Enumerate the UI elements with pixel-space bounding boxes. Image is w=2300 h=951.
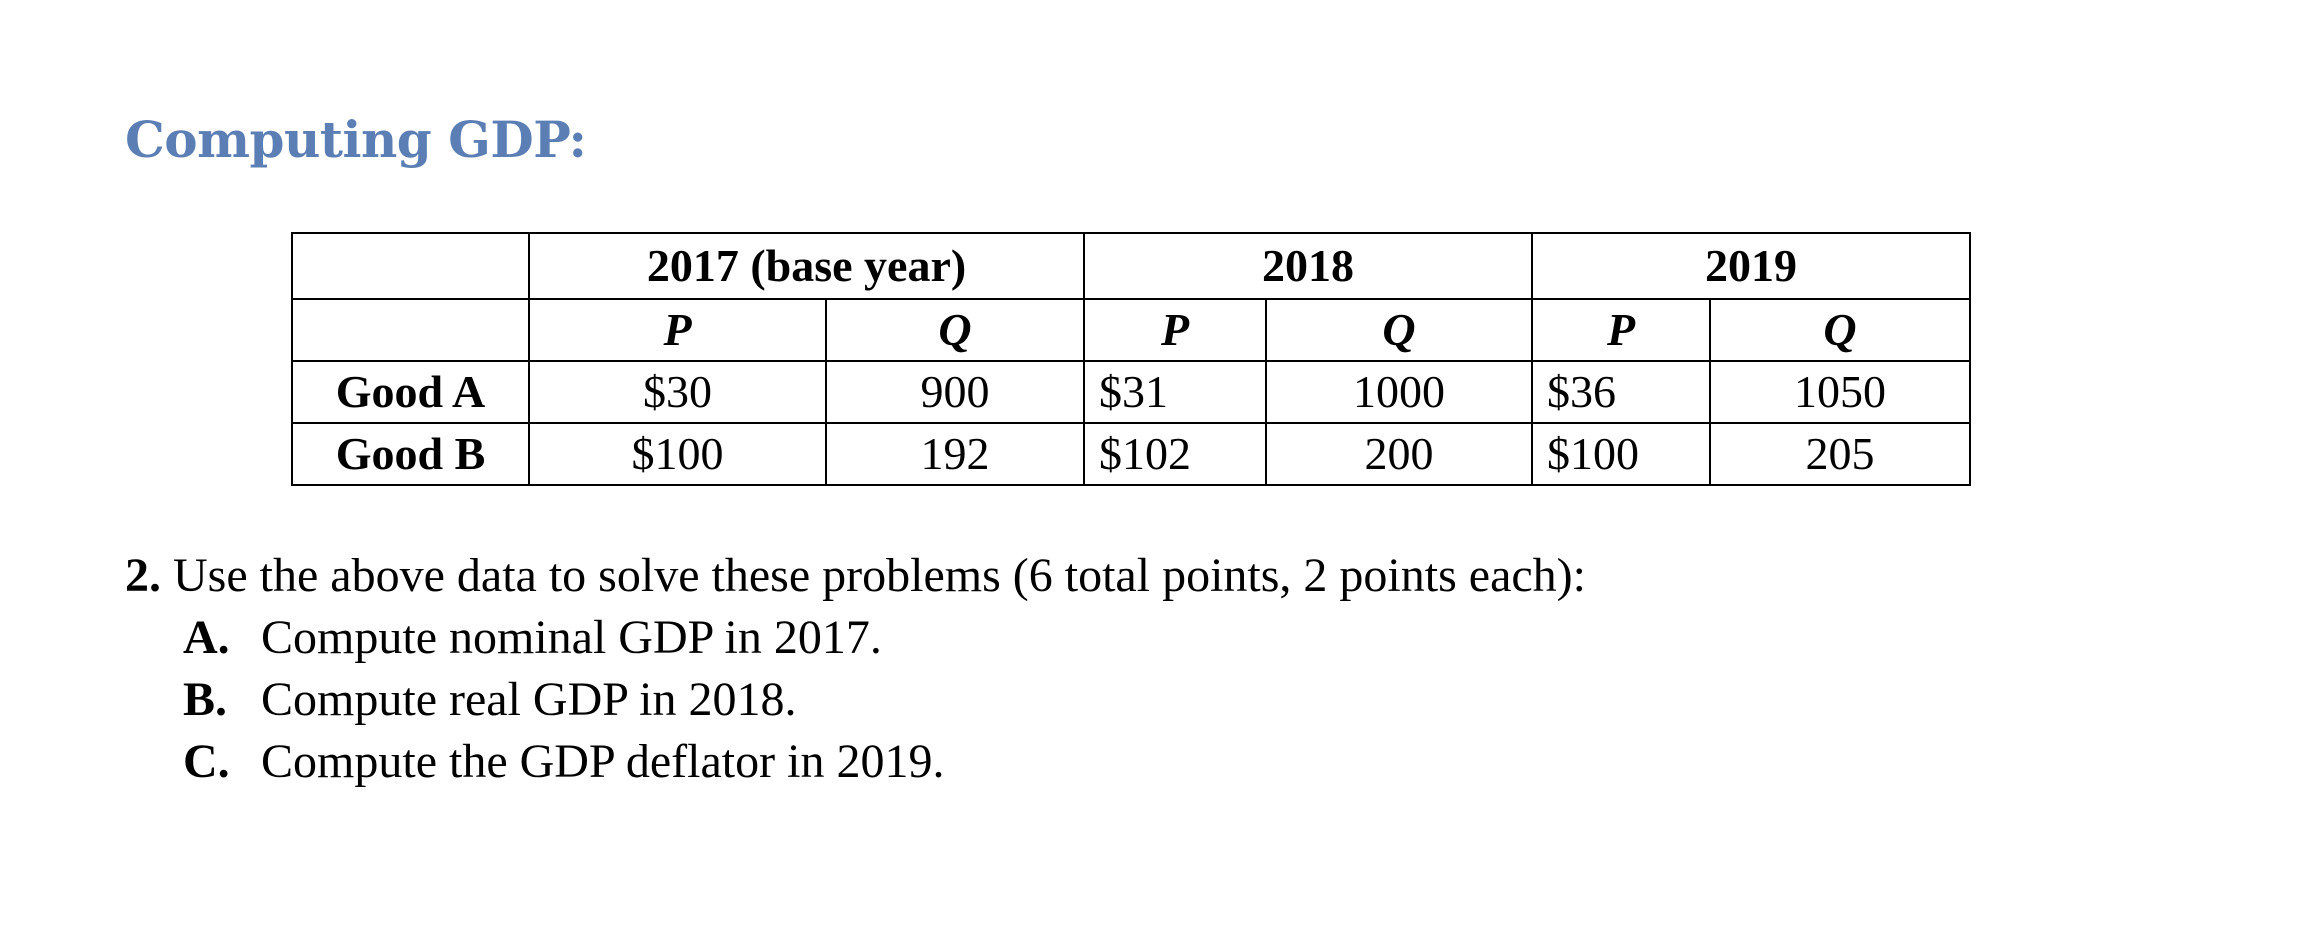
list-item	[183, 607, 1586, 669]
quantity-cell: 192	[826, 423, 1084, 485]
table-corner-cell	[292, 233, 529, 299]
quantity-header: Q	[1266, 299, 1532, 361]
price-header: P	[529, 299, 826, 361]
price-cell: $102	[1084, 423, 1266, 485]
item-text: Compute real GDP in 2018.	[261, 673, 797, 726]
list-item	[183, 731, 1586, 793]
year-header: 2019	[1532, 233, 1970, 299]
table-header-years-row	[292, 233, 1970, 299]
price-cell: $31	[1084, 361, 1266, 423]
gdp-data-table	[291, 232, 1971, 486]
question-text: Use the above data to solve these problems (6 total points, 2 points each):	[173, 549, 1586, 602]
price-cell: $36	[1532, 361, 1710, 423]
item-text: Compute nominal GDP in 2017.	[261, 611, 882, 664]
good-label: Good A	[292, 361, 529, 423]
item-letter: A.	[183, 611, 230, 664]
quantity-cell: 205	[1710, 423, 1970, 485]
question-number: 2.	[125, 549, 161, 602]
price-header: P	[1532, 299, 1710, 361]
item-letter: B.	[183, 673, 228, 726]
item-text: Compute the GDP deflator in 2019.	[261, 735, 945, 788]
question-stem	[125, 545, 1586, 607]
question-block	[125, 545, 1586, 793]
quantity-cell: 900	[826, 361, 1084, 423]
item-letter: C.	[183, 735, 230, 788]
question-sub-items	[125, 607, 1586, 793]
year-header: 2018	[1084, 233, 1532, 299]
table-row	[292, 361, 1970, 423]
price-cell: $100	[1532, 423, 1710, 485]
good-label: Good B	[292, 423, 529, 485]
quantity-cell: 200	[1266, 423, 1532, 485]
table-row	[292, 423, 1970, 485]
quantity-header: Q	[1710, 299, 1970, 361]
year-header: 2017 (base year)	[529, 233, 1084, 299]
table-header-pq-row	[292, 299, 1970, 361]
price-header: P	[1084, 299, 1266, 361]
quantity-header: Q	[826, 299, 1084, 361]
page-title: Computing GDP:	[125, 110, 587, 169]
price-cell: $100	[529, 423, 826, 485]
table-corner-cell	[292, 299, 529, 361]
quantity-cell: 1000	[1266, 361, 1532, 423]
list-item	[183, 669, 1586, 731]
price-cell: $30	[529, 361, 826, 423]
quantity-cell: 1050	[1710, 361, 1970, 423]
